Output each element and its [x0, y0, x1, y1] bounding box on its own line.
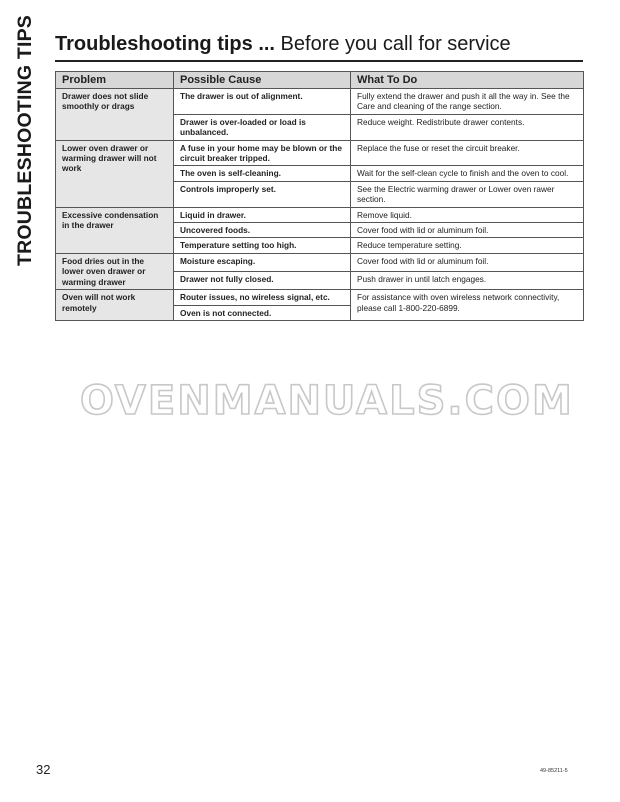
- table-row: [56, 290, 584, 305]
- todo-cell: See the Electric warming drawer or Lower oven rawer section.: [351, 181, 584, 207]
- cause-cell: A fuse in your home may be blown or the circuit breaker tripped.: [174, 140, 351, 166]
- watermark: OVENMANUALS.COM: [80, 378, 574, 424]
- todo-cell: Push drawer in until latch engages.: [351, 271, 584, 289]
- cause-cell: Oven is not connected.: [174, 305, 351, 320]
- cause-cell: Drawer not fully closed.: [174, 271, 351, 289]
- cause-cell: Moisture escaping.: [174, 253, 351, 271]
- side-tab-label: TROUBLESHOOTING TIPS: [14, 14, 36, 266]
- title-divider: [55, 60, 583, 62]
- page-number: 32: [36, 762, 51, 777]
- todo-cell: Reduce weight. Redistribute drawer contents.: [351, 114, 584, 140]
- problem-cell: Lower oven drawer or warming drawer will not work: [56, 140, 174, 207]
- todo-cell: Remove liquid.: [351, 207, 584, 222]
- table-row: [56, 89, 584, 115]
- todo-cell: For assistance with oven wireless network connectivity, please call 1-800-220-6899.: [351, 290, 584, 321]
- cause-cell: The oven is self-cleaning.: [174, 166, 351, 181]
- table-row: [56, 253, 584, 271]
- table-header-row: [56, 72, 584, 89]
- cause-cell: Temperature setting too high.: [174, 238, 351, 253]
- page-title-rest: Before you call for service: [275, 33, 511, 55]
- todo-cell: Cover food with lid or aluminum foil.: [351, 253, 584, 271]
- todo-cell: Reduce temperature setting.: [351, 238, 584, 253]
- troubleshooting-table: [55, 71, 584, 321]
- problem-cell: Drawer does not slide smoothly or drags: [56, 89, 174, 141]
- page-title-bold: Troubleshooting tips ...: [55, 33, 275, 55]
- todo-cell: Replace the fuse or reset the circuit breaker.: [351, 140, 584, 166]
- table-row: [56, 140, 584, 166]
- cause-cell: The drawer is out of alignment.: [174, 89, 351, 115]
- cause-cell: Liquid in drawer.: [174, 207, 351, 222]
- problem-cell: Food dries out in the lower oven drawer or warming drawer: [56, 253, 174, 289]
- todo-cell: Fully extend the drawer and push it all the way in. See the Care and cleaning of the range section.: [351, 89, 584, 115]
- cause-cell: Controls improperly set.: [174, 181, 351, 207]
- document-code: 49-85211-5: [540, 768, 568, 774]
- problem-cell: Oven will not work remotely: [56, 290, 174, 321]
- todo-cell: Cover food with lid or aluminum foil.: [351, 223, 584, 238]
- cause-cell: Uncovered foods.: [174, 223, 351, 238]
- todo-cell: Wait for the self-clean cycle to finish and the oven to cool.: [351, 166, 584, 181]
- problem-cell: Excessive condensation in the drawer: [56, 207, 174, 253]
- page-title: [55, 33, 583, 56]
- cause-cell: Router issues, no wireless signal, etc.: [174, 290, 351, 305]
- column-header-problem: Problem: [56, 72, 174, 89]
- column-header-todo: What To Do: [351, 72, 584, 89]
- cause-cell: Drawer is over-loaded or load is unbalanced.: [174, 114, 351, 140]
- section-side-tab: [0, 0, 48, 300]
- column-header-cause: Possible Cause: [174, 72, 351, 89]
- table-row: [56, 207, 584, 222]
